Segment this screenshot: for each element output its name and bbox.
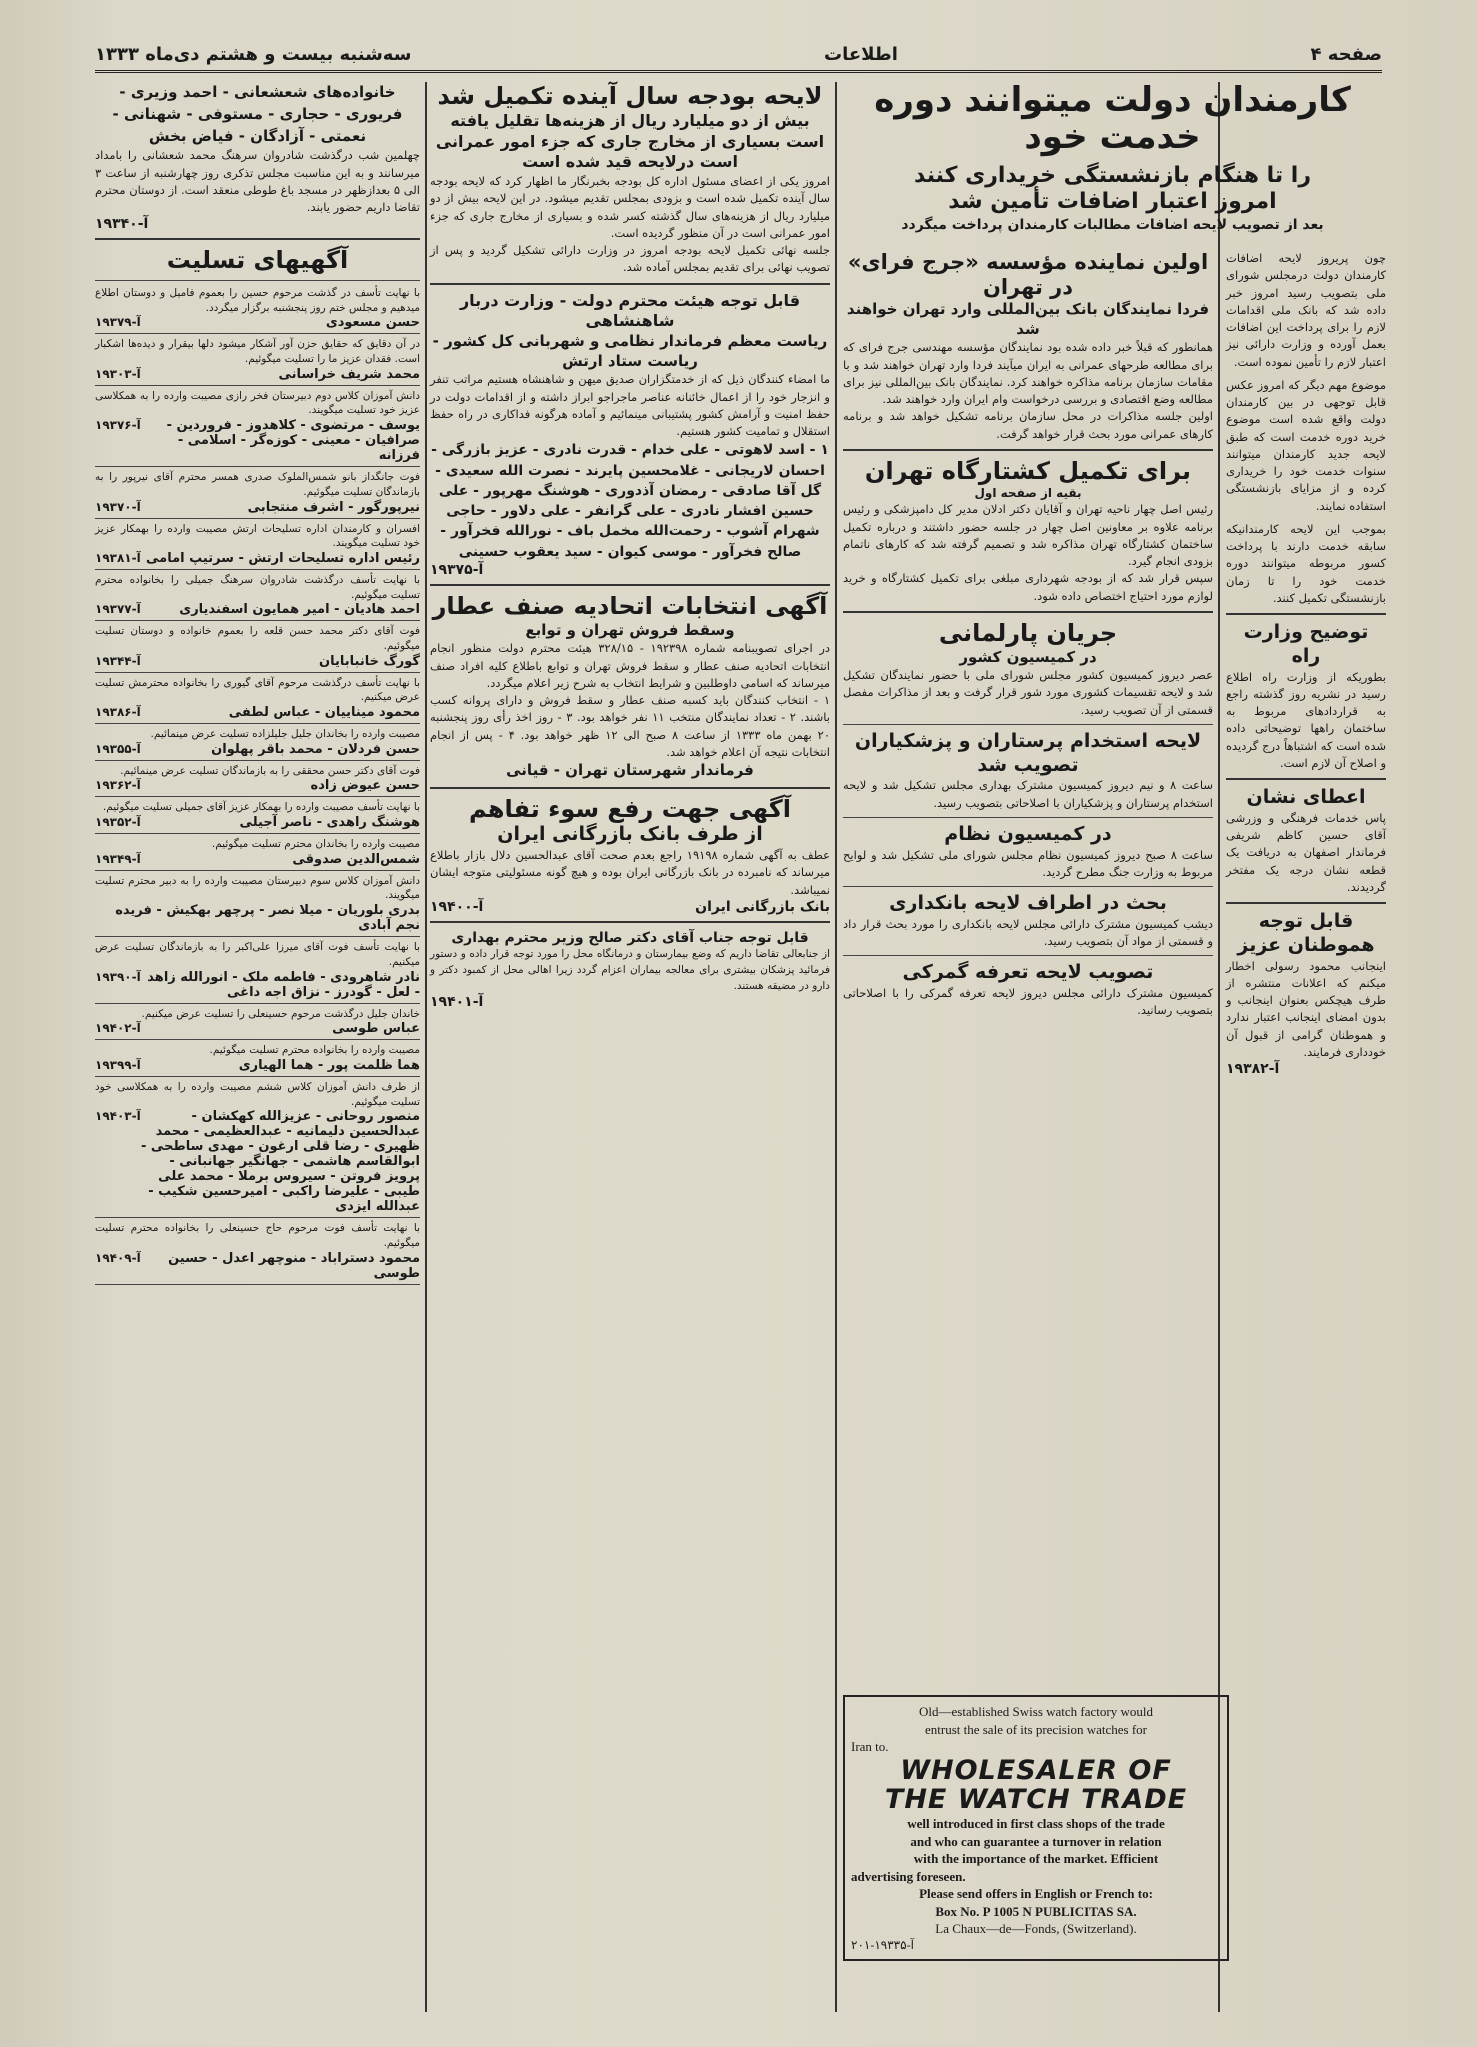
condolence-body: مصیبت وارده را بخانواده محترم تسلیت میگوئیم. [209, 1044, 420, 1057]
parliament-sub: در کمیسیون کشور [959, 647, 1097, 666]
lead-subhead-2: امروز اعتبار اضافات تأمین شد [948, 189, 1277, 215]
condolence-item [95, 522, 420, 570]
condolence-item [95, 337, 420, 385]
condolence-item [95, 573, 420, 621]
condolence-signature: حسن فردلان - محمد باقر پهلوان [211, 741, 420, 757]
condolence-signature: عباس طوسی [332, 1021, 420, 1037]
watch-ad-line: and who can guarantee a turnover in relation [910, 1833, 1162, 1849]
slaughterhouse-body-2: سپس قرار شد که از بودجه شهرداری مبلغی برای تکمیل کشتارگاه و خرید لوازم مورد احتیاج اختصاص داده شود. [843, 571, 1213, 603]
page-number: صفحه ۴ [1310, 43, 1382, 65]
condolence-body: دانش آموزان کلاس سوم دبیرستان مصیبت وارده را به دبیر محترم تسلیت میگویند. [95, 874, 420, 902]
condolence-signature: احمد هادیان - امیر همایون اسفندیاری [179, 602, 420, 618]
military-headline: در کمیسیون نظام [944, 822, 1112, 845]
petition-code: آ-۱۹۳۷۵ [430, 562, 484, 579]
condolence-item [95, 470, 420, 518]
slaughterhouse-sub: بقیه از صفحه اول [974, 485, 1082, 500]
condolence-code: آ-۱۹۳۴۹ [95, 851, 141, 866]
watch-ad-line: Please send offers in English or French to: [919, 1886, 1153, 1902]
slaughterhouse-headline: برای تکمیل کشتارگاه تهران [864, 456, 1192, 485]
condolence-item [95, 727, 420, 761]
condolence-body: با نهایت تأسف فوت مرحوم حاج حسینعلی را بخانواده محترم تسلیت میگوئیم. [95, 1222, 420, 1249]
condolence-signature: گورگ خانبابایان [319, 653, 420, 669]
column-right [1226, 250, 1386, 1077]
lead-body: چون پریروز لایحه اضافات کارمندان دولت درمجلس شورای ملی بتصویب رسید امروز خبر داده شد که بانک ملی اقدامات لازم را برای پرداخت این اضافات بعمل آورده و وزارت دارائی نیز اعتبار لازم را تأمین نموده است. [1226, 251, 1386, 369]
column-left [95, 82, 420, 1288]
guild-election-sub: وسقط فروش تهران و توابع [525, 620, 735, 639]
condolence-signature: هوشنگ راهدی - ناصر آجیلی [239, 815, 420, 831]
condolence-signature: نیرپورگور - اشرف منتجابی [247, 499, 420, 515]
guild-election-headline: آگهی انتخابات اتحادیه صنف عطار [432, 592, 828, 621]
condolence-body: مصیبت وارده را بخاندان محترم تسلیت میگوئیم. [211, 838, 420, 851]
condolence-list [95, 286, 420, 1285]
condolence-signature: محمود میناییان - عباس لطفی [228, 705, 420, 721]
medal-body: پاس خدمات فرهنگی و وزرشی آقای حسین کاظم شریفی فرماندار اصفهان به دریافت یک قطعه نشان درجه یک مفتخر گردیدند. [1226, 810, 1386, 894]
watch-ad-line: La Chaux—de—Fonds, (Switzerland). [935, 1921, 1137, 1937]
bank-notice-sig: بانک بازرگانی ایران [695, 898, 830, 915]
watch-ad-line: with the importance of the market. Efficient [913, 1851, 1159, 1867]
petition-names: ۱ - اسد لاهوتی - علی خدام - قدرت نادری - عزیز بازرگی - احسان لاریجانی - غلامحسین پایرند - نصرت الله سعیدی - گل آقا صادقی - رمضان آذدوری - هوشنگ مهرپور - علی حسین افشار نادری - علی گرانفر - علی دلاور - حاجی شهرام آشوب - رحمت‌الله مخمل باف - نورالله فخرآور - صالح فخرآور - موسی کیوان - سید یعقوب حسینی [431, 442, 829, 560]
watch-ad-line: well introduced in first class shops of the trade [907, 1816, 1165, 1832]
guild-election-sig: فرماندار شهرستان تهران - قیانی [506, 761, 754, 780]
condolence-code: آ-۱۹۴۰۹ [95, 1250, 141, 1265]
road-ministry-body: بطوریکه از وزارت راه اطلاع رسید در نشریه روز گذشته راجع به قراردادهای مربوط به ساختمان راهها توضیحاتی داده شده است که اشتباهاً درج گردیده و اصلاح آن لازم است. [1226, 669, 1386, 770]
george-fry-subhead: فردا نمایندگان بانک بین‌المللی وارد تهران خواهند شد [846, 300, 1210, 338]
petition-body: ما امضاء کنندگان ذیل که از خدمتگزاران صدیق میهن و شاهنشاه هستیم مراتب تنفر و انزجار خود را از اعمال خائنانه عناصر ماجراجو ابراز داشته و از اقدامات دولت در حفظ امنیت و آرامش کشور پشتیبانی مینمائیم و آماده هرگونه فداکاری در راه حفظ استقلال و تمامیت کشور هستیم. [430, 372, 830, 439]
notice-body: اینجانب محمود رسولی اخطار میکنم که اعلانات منتشره از طرف هیچکس بعنوان اینجانب و بدون امضای اینجانب اعتبار ندارد و هموطنان گرامی از قبول آن خودداری فرمایند. [1226, 958, 1386, 1059]
customs-body: کمیسیون مشترک دارائی مجلس دیروز لایحه تعرفه گمرکی را با اصلاحاتی بتصویب رسانید. [843, 986, 1213, 1018]
condolence-code: آ-۱۹۳۹۰ [95, 969, 141, 984]
bank-notice-headline: آگهی جهت رفع سوء تفاهم [469, 794, 791, 823]
parliament-headline: جریان پارلمانی [938, 618, 1118, 647]
budget-body-2: جلسه نهائی تکمیل لایحه بودجه امروز در وزارت دارائی تشکیل گردید و پس از تصویب نهائی برای تقدیم بمجلس آماده شد. [430, 243, 830, 275]
column-mid-right [843, 250, 1213, 1020]
health-letter-headline: قابل توجه جناب آقای دکتر صالح وزیر محترم بهداری [451, 929, 809, 946]
condolence-code: آ-۱۹۳۴۴ [95, 653, 141, 668]
watch-ad-title: WHOLESALER OF [900, 1754, 1172, 1786]
watch-ad-line: Box No. P 1005 N PUBLICITAS SA. [935, 1903, 1137, 1919]
condolence-signature: شمس‌الدین صدوقی [292, 851, 420, 867]
condolence-body: با نهایت تأسف فوت آقای میرزا علی‌اکبر را به بازماندگان تسلیت عرض میکنیم. [95, 941, 420, 968]
health-letter-body: از جنابعالی تقاضا داریم که وضع بیمارستان و درمانگاه محل را مورد توجه قرار داده و دستور فرمائید پزشکان بیشتری برای معالجه بیماران اعزام گردد زیرا اهالی محل از کمبود دکتر و دارو در مضیقه هستند. [430, 948, 830, 992]
condolence-code: آ-۱۹۳۰۳ [95, 366, 141, 381]
condolence-body: از طرف دانش آموزان کلاس ششم مصیبت وارده را به همکلاسی خود تسلیت میگوئیم. [95, 1080, 420, 1108]
notice-code: آ-۱۹۳۸۲ [1226, 1061, 1280, 1077]
watch-ad-line: advertising foreseen. [851, 1868, 966, 1884]
budget-subhead: بیش از دو میلیارد ریال از هزینه‌ها تقلیل یافته است بسیاری از مخارج جاری که جزء امور عمرانی است درلایحه قید شده است [435, 110, 825, 172]
condolence-code: آ-۱۹۳۶۲ [95, 778, 141, 793]
banking-headline: بحث در اطراف لایحه بانکداری [889, 892, 1167, 915]
lead-headline: کارمندان دولت میتوانند دوره خدمت خود [874, 80, 1351, 158]
condolence-item [95, 837, 420, 871]
condolence-item [95, 940, 420, 1003]
column-mid-left [430, 82, 830, 1010]
condolence-item [95, 800, 420, 834]
condolence-body: مصیبت وارده را بخاندان جلیل جلیلزاده تسلیت عرض مینمائیم. [150, 728, 420, 741]
condolence-signature: رئیس اداره تسلیحات ارتش - سرتیپ امامی [146, 550, 420, 566]
notice-title: قابل توجه هموطنان عزیز [1237, 910, 1375, 956]
budget-body: امروز یکی از اعضای مسئول اداره کل بودجه بخبرنگار ما اظهار کرد که لایحه بودجه سال آینده تکمیل شده است و بزودی بمجلس تقدیم میشود. در این لایحه بیش از دو میلیارد ریال از هزینه‌های سال گذشته کسر شده و بسیاری از مخارج جاری که جزء امور عمرانی است در آن منظور گردیده است. [430, 174, 830, 240]
petition-title: قابل توجه هیئت محترم دولت - وزارت دربار شاهنشاهی [459, 290, 801, 331]
slaughterhouse-body: رئیس اصل چهار ناحیه تهران و آقایان دکتر ادلان مدیر کل دامپزشکی و رئیس برنامه علاوه بر معاونین اصل چهار در جلسه حضور داشتند و درباره تکمیل ساختمان کشتارگاه تهران مذاکره شد و تصمیم گرفته شد که کارهای ناتمام بزودی انجام گیرد. [843, 502, 1213, 569]
condolence-code: آ-۱۹۴۰۲ [95, 1021, 141, 1036]
condolence-signature: حسن عیوض زاده [310, 778, 420, 794]
condolence-body: خاندان جلیل درگذشت مرحوم حسینعلی را تسلیت عرض میکنیم. [141, 1007, 420, 1020]
road-ministry-title: توضیح وزارت راه [1243, 621, 1369, 667]
condolence-body: فوت آقای دکتر حسن محققی را به بازماندگان تسلیت عرض مینمائیم. [120, 764, 420, 777]
customs-headline: تصویب لایحه تعرفه گمرکی [902, 961, 1154, 984]
condolence-body: دانش آموزان کلاس دوم دبیرستان فخر رازی مصیبت وارده را به همکلاسی عزیز خود تسلیت میگویند. [95, 389, 420, 417]
guild-election-body: در اجرای تصویبنامه شماره ۱۹۲۳۹۸ - ۳۲۸/۱۵ هیئت محترم دولت منظور انجام انتخابات اتحادیه صنف عطار و سقط فروش تهران و توابع باطلاع کلیه افراد صنف میرساند که اسامی داوطلبین و شرایط انتخاب به شرح زیر اعلام میگردد. [430, 641, 831, 690]
condolence-signature: نادر شاهرودی - فاطمه ملک - انورالله زاهد - لعل - گودرز - نزاق اجه داغی [147, 969, 420, 1000]
condolence-code: آ-۱۹۳۷۰ [95, 499, 141, 514]
lead-body-3: بموجب این لایحه کارمندانیکه سابقه خدمت دارند با پرداخت کسور مربوطه میتوانند دوره خدمت خود را تا زمان بازنشستگی تکمیل کنند. [1226, 521, 1386, 605]
parliament-body: عصر دیروز کمیسیون کشور مجلس شورای ملی با حضور نمایندگان تشکیل شد و لایحه تقسیمات کشوری مورد شور قرار گرفت و بعد از مذاکرات مفصل قسمتی از آن تصویب رسید. [843, 668, 1213, 717]
petition-sub: ریاست معظم فرماندار نظامی و شهربانی کل کشور - ریاست ستاد ارتش [432, 332, 828, 370]
condolence-item [95, 624, 420, 672]
families-body: چهلمین شب درگذشت شادروان سرهنگ محمد شعشانی را بامداد میرسانند و به این مناسبت مجلس تذکری روز چهارشنبه از ساعت ۳ الی ۵ بعدازظهر در مسجد باغ طوطی منعقد است. از دوستان محترم تقاضا داریم حضور یابند. [95, 148, 420, 214]
medal-title: اعطای نشان [1246, 786, 1366, 808]
banking-body: دیشب کمیسیون مشترک دارائی مجلس لایحه بانکداری را مورد بحث قرار داد و قسمتی از مواد آن بتصویب رسید. [843, 916, 1213, 949]
condolence-body: با نهایت تأسف مصیبت وارده را بهمکار عزیز آقای جمیلی تسلیت میگوئیم. [102, 801, 420, 814]
condolence-signature: یوسف - مرتضوی - کلاهدوز - فروردین - صرافیان - معینی - کوزه‌گر - اسلامی - فرزانه [166, 418, 420, 464]
condolence-signature: محمود دستراباد - منوچهر اعدل - حسین طوسی [168, 1250, 420, 1281]
issue-date: سه‌شنبه بیست و هشتم دی‌ماه ۱۳۳۳ [95, 43, 412, 65]
condolence-body: فوت آقای دکتر محمد حسن قلعه را بعموم خانواده و دوستان تسلیت میگوئیم. [95, 625, 420, 652]
families-code: آ-۱۹۳۴۰ [95, 216, 149, 233]
condolence-body: با نهایت تأسف درگذشت شادروان سرهنگ جمیلی را بخانواده محترم تسلیت میگوئیم. [95, 573, 420, 601]
condolence-code: آ-۱۹۳۷۶ [95, 418, 141, 433]
health-letter-code: آ-۱۹۴۰۱ [430, 994, 484, 1011]
condolence-item [95, 676, 420, 724]
watch-ad-line: Iran to. [851, 1739, 889, 1755]
lead-subhead-3: بعد از تصویب لایحه اضافات مطالبات کارمندان پرداخت میگردد [901, 216, 1324, 233]
column-rule [425, 82, 427, 2012]
condolence-body: افسران و کارمندان اداره تسلیحات ارتش مصیبت وارده را بهمکار عزیز خود تسلیت میگویند. [95, 522, 420, 550]
families-names: خانواده‌های شعشعانی - احمد وزیری - فریوری - حجاری - مستوفی - شهنانی - نعمتی - آزادگان - فیاض بخش [112, 83, 403, 145]
condolence-body: با نهایت تأسف در گذشت مرحوم حسین را بعموم فامیل و دوستان اطلاع میدهیم و مجلس ختم روز پنجشنبه برگزار میگردد. [95, 287, 420, 314]
condolence-code: آ-۱۹۳۵۲ [95, 815, 141, 830]
bank-notice-sub: از طرف بانک بازرگانی ایران [497, 823, 763, 846]
condolence-signature: حسن مسعودی [325, 315, 420, 331]
condolence-signature: بدری بلوریان - میلا نصر - پرچهر بهکیش - فریده نجم آبادی [115, 903, 420, 934]
condolence-item [95, 1043, 420, 1077]
condolence-code: آ-۱۹۳۷۹ [95, 315, 141, 330]
condolence-code: آ-۱۹۳۹۹ [95, 1057, 141, 1072]
condolences-title: آگهیهای تسلیت [166, 246, 349, 275]
lead-headline-block [840, 82, 1385, 234]
condolence-item [95, 1221, 420, 1284]
military-body: ساعت ۸ صبح دیروز کمیسیون نظام مجلس شورای ملی تشکیل شد و لوایح مربوط به وزارت جنگ مطرح گردید. [843, 847, 1213, 879]
condolence-body: در آن دقایق که حقایق حزن آور آشکار میشود دلها بیقرار و دیده‌ها اشکبار است. فقدان عزیز ما را تسلیت میگوئیم. [95, 338, 420, 366]
nurses-headline: لایحه استخدام پرستاران و پزشکیاران تصویب شد [854, 729, 1202, 776]
lead-subhead: را تا هنگام بازنشستگی خریداری کنند [913, 162, 1312, 188]
paper-name: اطلاعات [823, 43, 898, 65]
watch-ad-line: entrust the sale of its precision watches for [924, 1721, 1147, 1737]
condolence-code: آ-۱۹۴۰۳ [95, 1109, 141, 1124]
condolence-signature: منصور روحانی - عزیزالله کهکشان - عبدالحسین دلیمانیه - عبدالعظیمی - محمد ظهیری - رضا قلی ارغون - مهدی ساطحی - ابوالقاسم هاشمی - جهانگیر جهانبانی - پرویز فروتن - سیروس برملا - محمد علی طیبی - علیرضا راکبی - امیرحسین شکیب - عبدالله ایزدی [141, 1109, 420, 1215]
bank-notice-code: آ-۱۹۴۰۰ [430, 898, 484, 915]
bank-notice-body: عطف به آگهی شماره ۱۹۱۹۸ راجع بعدم صحت آقای عبدالحسین دلال بازار باطلاع میرساند که نامبرده در بانک بازرگانی ایران بوده و هیچ گونه مسئولیتی متوجه ایشان نمیباشد. [430, 848, 830, 897]
condolence-signature: محمد شریف خراسانی [278, 366, 420, 382]
condolence-body: فوت جانگداز بانو شمس‌الملوک صدری همسر محترم آقای نیرپور را به بازماندگان تسلیت میگوئیم. [95, 471, 420, 498]
condolence-item [95, 1080, 420, 1218]
george-fry-body: همانطور که قبلاً خبر داده شده بود نمایندگان مؤسسه مهندسی جرج فرای که برای مطالعه طرحهای عمرانی به ایران میآیند فردا وارد تهران خواهند شد و با مقامات سازمان برنامه مذاکره خواهند کرد. نمایندگان بانک بین‌المللی نیز برای مطالعه وضع اقتصادی و بررسی درخواست وام ایران وارد خواهند شد. [843, 340, 1213, 407]
condolence-item [95, 389, 420, 467]
guild-election-body-2: ۱ - انتخاب کنندگان باید کسبه صنف عطار و سقط فروش و دارای پروانه کسب باشند. ۲ - تعداد نمایندگان منتخب ۱۱ نفر خواهد بود. ۳ - روز اخذ رأی روز پنجشنبه ۲۰ بهمن ماه ۱۳۳۳ از ساعت ۸ صبح الی ۱۲ ظهر خواهد بود. ۴ - پس از انجام انتخابات نتیجه آن اعلام خواهد شد. [430, 693, 831, 759]
budget-headline: لایحه بودجه سال آینده تکمیل شد [437, 82, 823, 110]
condolence-body: با نهایت تأسف درگذشت مرحوم آقای گیوری را بخانواده محترمش تسلیت عرض میکنیم. [95, 676, 420, 704]
george-fry-body-2: اولین جلسه مذاکرات در محل سازمان برنامه تشکیل خواهد شد و برنامه کارهای عمرانی مورد بحث قرار خواهد گرفت. [843, 409, 1213, 441]
watch-ad-line: Old—established Swiss watch factory would [919, 1704, 1153, 1719]
nurses-body: ساعت ۸ و نیم دیروز کمیسیون مشترک بهداری مجلس تشکیل شد و لایحه استخدام پرستاران و پزشکیاران با اصلاحاتی بتصویب رسید. [843, 778, 1213, 810]
condolence-item [95, 1007, 420, 1041]
condolence-signature: هما ظلمت پور - هما الهیاری [238, 1057, 420, 1073]
watch-ad [843, 1695, 1229, 1961]
condolence-code: آ-۱۹۳۵۵ [95, 741, 141, 756]
condolence-item [95, 764, 420, 798]
condolence-code: آ-۱۹۳۸۶ [95, 705, 141, 720]
condolence-item [95, 874, 420, 937]
lead-body-2: موضوع مهم دیگر که امروز عکس قابل توجهی در بین کارمندان دولت واقع شده است موضوع خرید دوره خدمت است که طبق لایحه جدید کارمندان میتوانند سنوات خدمت خود را خریداری کرده و از مزایای بازنشستگی استفاده نمایند. [1226, 377, 1386, 513]
george-fry-headline: اولین نماینده مؤسسه «جرج فرای» در تهران [847, 250, 1209, 300]
column-rule [835, 82, 837, 2012]
watch-ad-title-2: THE WATCH TRADE [884, 1784, 1188, 1816]
page-header [95, 38, 1382, 73]
condolence-item [95, 286, 420, 334]
watch-ad-code: آ-۱۹۳۳۵-۲۰۱ [851, 1937, 914, 1952]
condolence-code: آ-۱۹۳۷۷ [95, 602, 141, 617]
condolence-code: آ-۱۹۳۸۱ [95, 550, 141, 565]
